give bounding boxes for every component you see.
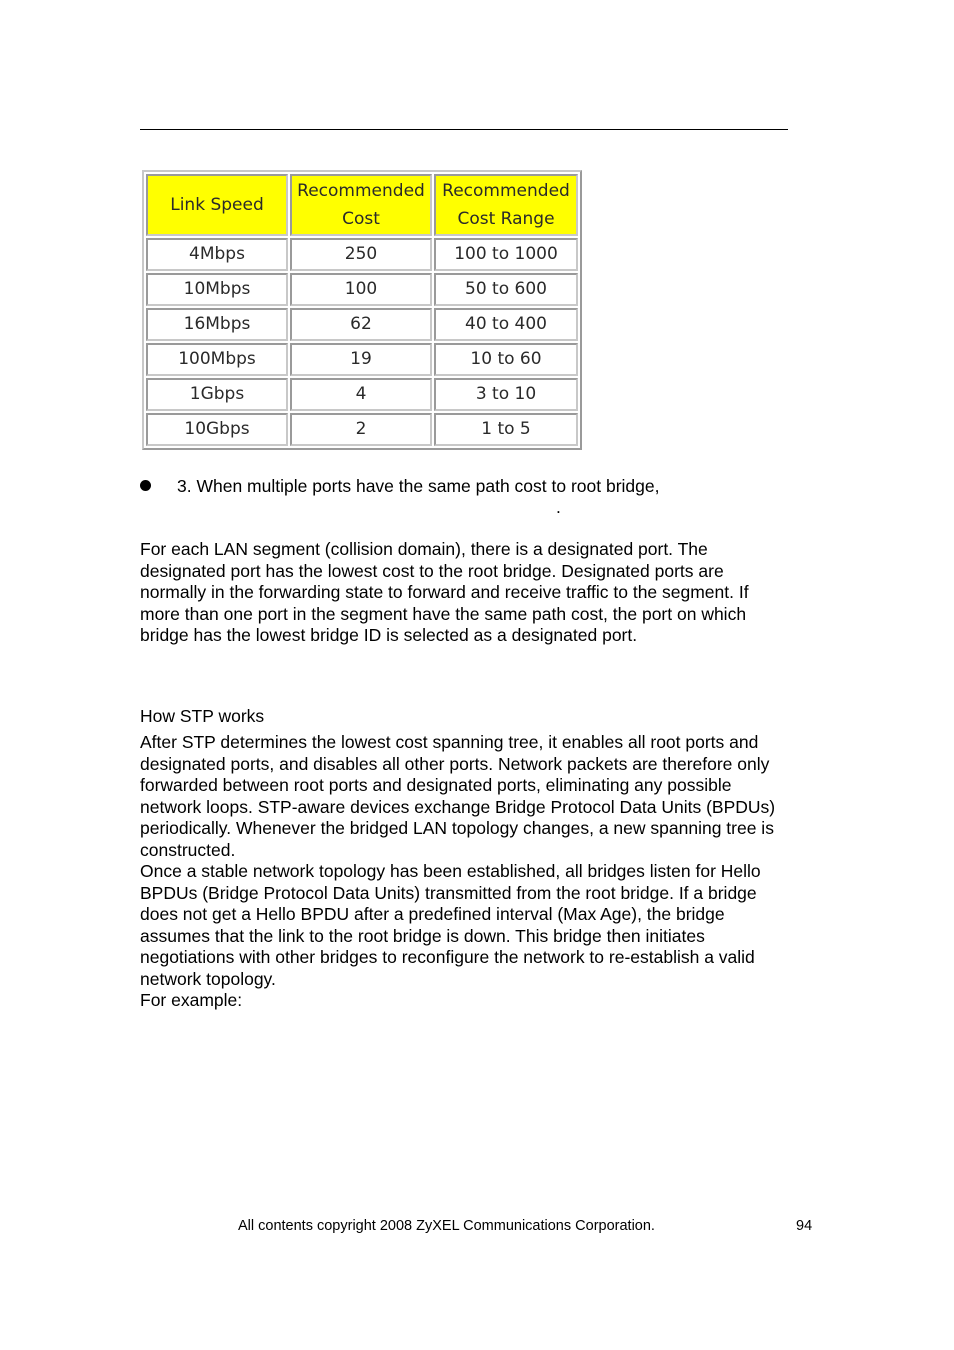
designated-port-paragraph: For each LAN segment (collision domain), there is a designated port. The designated port has the lowest cost to the root bridge. Designated ports are normally in the forwarding state to forward and receive traffic to the segment. If more than one port in the segment have the same path cost, the port on which bridge has the lowest bridge ID is selected as a designated port.	[140, 539, 749, 645]
table-row	[146, 308, 578, 341]
table-row	[146, 273, 578, 306]
cell-link-speed: 10Mbps	[146, 273, 288, 306]
table-row	[146, 343, 578, 376]
table-row	[146, 378, 578, 411]
cell-cost-range: 50 to 600	[434, 273, 578, 306]
cell-link-speed: 1Gbps	[146, 378, 288, 411]
table-row	[146, 238, 578, 271]
cell-cost: 250	[290, 238, 432, 271]
bullet-text: 3. When multiple ports have the same path cost to root bridge,	[177, 476, 660, 496]
header-recommended-cost-range: Recommended Cost Range	[434, 174, 578, 236]
section-heading: How STP works	[140, 706, 265, 726]
cell-link-speed: 10Gbps	[146, 413, 288, 446]
cell-cost: 19	[290, 343, 432, 376]
cell-cost: 4	[290, 378, 432, 411]
table-header-row	[146, 174, 578, 236]
cell-cost-range: 100 to 1000	[434, 238, 578, 271]
page-number: 94	[796, 1218, 813, 1234]
cell-link-speed: 16Mbps	[146, 308, 288, 341]
header-recommended-cost: Recommended Cost	[290, 174, 432, 236]
header-rule	[140, 129, 788, 130]
cell-cost-range: 40 to 400	[434, 308, 578, 341]
bullet-dot-icon	[140, 480, 151, 491]
link-speed-cost-table	[142, 170, 582, 450]
trailing-mark: .	[556, 497, 561, 517]
cell-link-speed: 100Mbps	[146, 343, 288, 376]
footer-copyright: All contents copyright 2008 ZyXEL Communications Corporation.	[238, 1218, 655, 1234]
cell-link-speed: 4Mbps	[146, 238, 288, 271]
cell-cost: 100	[290, 273, 432, 306]
cell-cost: 2	[290, 413, 432, 446]
header-link-speed: Link Speed	[146, 174, 288, 236]
cell-cost: 62	[290, 308, 432, 341]
cell-cost-range: 10 to 60	[434, 343, 578, 376]
table-row	[146, 413, 578, 446]
cell-cost-range: 1 to 5	[434, 413, 578, 446]
cell-cost-range: 3 to 10	[434, 378, 578, 411]
stp-works-paragraph: After STP determines the lowest cost spanning tree, it enables all root ports and designated ports, and disables all other ports. Network packets are therefore only forwarded between root ports and designated ports, eliminating any possible network loops. STP-aware devices exchange Bridge Protocol Data Units (BPDUs) periodically. Whenever the bridged LAN topology changes, a new spanning tree is constructed. Once a stable network topology has been established, all bridges listen for Hello BPDUs (Bridge Protocol Data Units) transmitted from the root bridge. If a bridge does not get a Hello BPDU after a predefined interval (Max Age), the bridge assumes that the link to the root bridge is down. This bridge then initiates negotiations with other bridges to reconfigure the network to re-establish a valid network topology. For example:	[140, 732, 776, 1010]
